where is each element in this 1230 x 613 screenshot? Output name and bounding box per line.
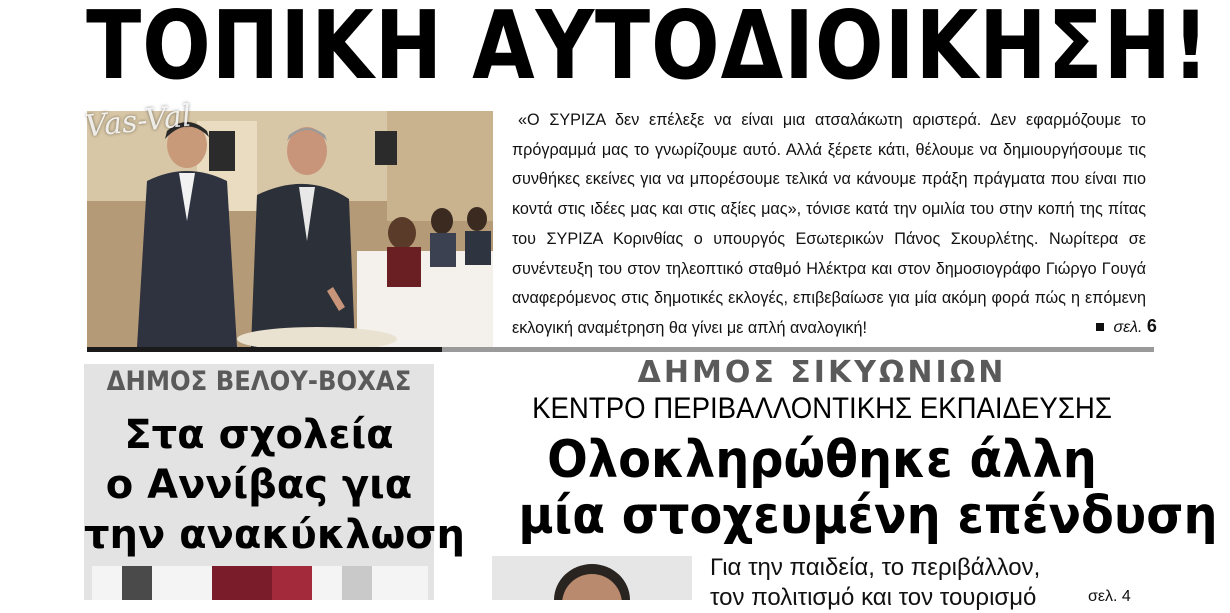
main-photo-illustration: [492, 556, 692, 600]
page-ref-label: σελ.: [1113, 319, 1143, 336]
main-title-line: Ολοκληρώθηκε άλλη: [547, 430, 1097, 490]
side-story-kicker: ΔΗΜΟΣ ΒΕΛΟΥ-ΒΟΧΑΣ: [106, 366, 412, 397]
bullet-square-icon: [1096, 323, 1104, 331]
lead-page-reference[interactable]: [1096, 316, 1157, 337]
side-title-line: Στα σχολεία: [124, 412, 394, 458]
main-title-line: μία στοχευμένη επένδυση: [518, 486, 1218, 546]
lead-article-text: «Ο ΣΥΡΙΖΑ δεν επέλεξε να είναι μια ατσαλάκωτη αριστερά. Δεν εφαρμόζουμε το πρόγραμμά μας το γνωρίζουμε αυτό. Αλλά ξέρετε κάτι, θέλουμε να δημιουργήσουμε τις συνθήκες εκείνες για να μπορέσουμε τελικά να κάνουμε πράξη πράγματα που είναι πιο κοντά στις ιδέες μας και στις αξίες μας», τόνισε κατά την ομιλία του στην κοπή της πίτας του ΣΥΡΙΖΑ Κορινθίας ο υπουργός Εσωτερικών Πάνος Σκουρλέτης. Νωρίτερα σε συνέντευξη του στον τηλεοπτικό σταθμό Ηλέκτρα και στον δημοσιογράφο Γιώργο Γουγά αναφερόμενος στις δημοτικές εκλογές, επιβεβαίωσε για μία ακόμη φορά πώς η επόμενη εκλογική αναμέτρηση θα γίνει με απλή αναλογική!: [512, 111, 1146, 337]
side-photo-illustration: [92, 566, 428, 600]
side-title-line: την ανακύκλωση: [84, 512, 465, 558]
section-divider-dark: [87, 347, 442, 352]
lead-photo: [87, 111, 493, 347]
lead-photo-illustration: [87, 111, 493, 347]
main-page-reference[interactable]: σελ. 4: [1088, 588, 1131, 605]
main-story-photo: [492, 556, 692, 600]
side-story-title[interactable]: [84, 410, 465, 560]
side-title-line: ο Αννίβας για: [105, 462, 413, 508]
section-divider-light: [442, 347, 1154, 352]
main-body-line: Για την παιδεία, το περιβάλλον,: [710, 554, 1041, 581]
page-ref-number: 6: [1146, 316, 1157, 336]
main-body-line: τον πολιτισμό και τον τουρισμό: [710, 584, 1037, 611]
main-story-title[interactable]: [492, 430, 1218, 546]
front-page-headline: ΤΟΠΙΚΗ ΑΥΤΟΔΙΟΙΚΗΣΗ!: [86, 0, 1210, 101]
photo-watermark: Vas-Val: [83, 98, 194, 145]
main-story-body: [710, 553, 1070, 613]
main-story-subtitle: ΚΕΝΤΡΟ ΠΕΡΙΒΑΛΛΟΝΤΙΚΗΣ ΕΚΠΑΙΔΕΥΣΗΣ: [532, 392, 1112, 425]
main-story-kicker: ΔΗΜΟΣ ΣΙΚΥΩΝΙΩΝ: [637, 355, 1007, 390]
side-story-photo: [92, 566, 428, 600]
